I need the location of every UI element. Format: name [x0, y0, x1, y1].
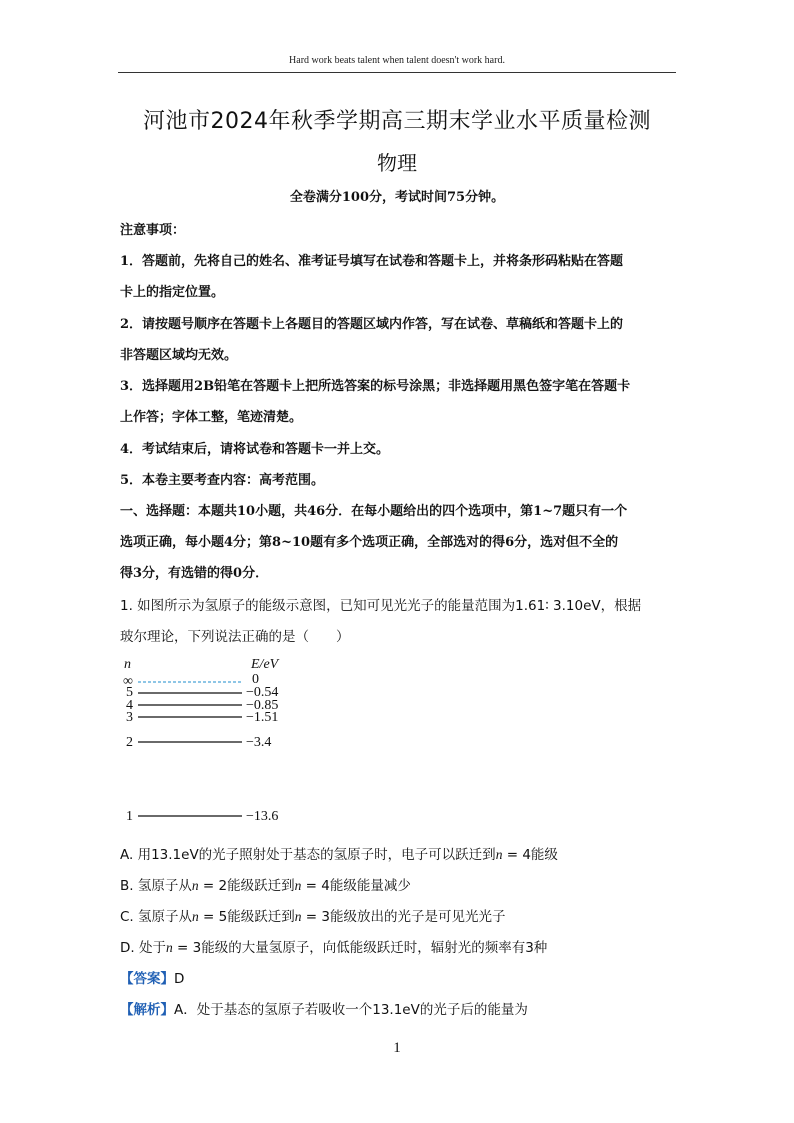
- option-text: = 5能级跃迁到: [198, 909, 295, 925]
- option-text: = 4能级: [502, 847, 558, 863]
- exam-title: 河池市2024年秋季学期高三期末学业水平质量检测: [143, 109, 651, 134]
- notice-line: 3．选择题用2B铅笔在答题卡上把所选答案的标号涂黑；非选择题用黑色签字笔在答题卡: [120, 379, 631, 394]
- analysis-label: 【解析】: [120, 1002, 174, 1018]
- level-energy-label: −3.4: [246, 735, 272, 750]
- option-text: = 3能级放出的光子是可见光光子: [301, 909, 506, 925]
- question-stem: 玻尔理论，下列说法正确的是（ ）: [120, 629, 350, 645]
- subject-title: 物理: [377, 151, 417, 175]
- level-energy-label: 0: [252, 672, 259, 687]
- notice-line: 卡上的指定位置。: [120, 285, 225, 300]
- math-variable: n: [191, 878, 199, 893]
- level-energy-label: −13.6: [246, 809, 279, 824]
- level-n-label: ∞: [123, 674, 133, 689]
- page-header: Hard work beats talent when talent doesn't work hard.: [289, 55, 505, 66]
- question-stem: 1. 如图所示为氢原子的能级示意图，已知可见光光子的能量范围为1.61∶ 3.10eV，根据: [120, 598, 642, 614]
- option-text: D. 处于: [120, 940, 166, 956]
- notice-line: 2．请按题号顺序在答题卡上各题目的答题区域内作答，写在试卷、草稿纸和答题卡上的: [120, 317, 624, 332]
- header-divider: [118, 72, 676, 73]
- notice-line: 4．考试结束后，请将试卷和答题卡一并上交。: [120, 442, 390, 457]
- answer-line: [120, 967, 184, 987]
- notice-heading: 注意事项：: [120, 223, 186, 238]
- level-n-label: 5: [126, 685, 133, 700]
- option-d: [120, 936, 547, 956]
- math-variable: n: [165, 940, 173, 955]
- math-variable: n: [495, 847, 503, 862]
- notice-line: 5．本卷主要考查内容：高考范围。: [120, 473, 325, 488]
- notice-line: 上作答；字体工整，笔迹清楚。: [120, 410, 303, 425]
- option-text: A. 用13.1eV的光子照射处于基态的氢原子时，电子可以跃迁到: [120, 847, 496, 863]
- level-n-label: 1: [126, 809, 133, 824]
- analysis-text: A．处于基态的氢原子若吸收一个13.1eV的光子后的能量为: [174, 1002, 528, 1018]
- analysis-line: [120, 998, 528, 1018]
- level-energy-label: −0.54: [246, 685, 279, 700]
- option-a: [120, 843, 558, 863]
- math-variable: n: [294, 878, 302, 893]
- option-text: C. 氢原子从: [120, 909, 193, 925]
- section-instructions: 一、选择题：本题共10小题，共46分．在每小题给出的四个选项中，第1~7题只有一个: [120, 504, 628, 519]
- answer-value: D: [174, 971, 185, 987]
- exam-info: 全卷满分100分，考试时间75分钟。: [289, 190, 505, 205]
- page-number: 1: [393, 1040, 401, 1056]
- notice-line: 1．答题前，先将自己的姓名、准考证号填写在试卷和答题卡上，并将条形码粘贴在答题: [120, 254, 624, 269]
- option-b: [120, 874, 411, 894]
- level-n-label: 3: [126, 710, 133, 725]
- n-axis-label: n: [124, 657, 131, 672]
- energy-level-diagram: [118, 652, 318, 832]
- notice-line: 非答题区域均无效。: [120, 348, 238, 363]
- level-n-label: 2: [126, 735, 133, 750]
- section-instructions: 得3分，有选错的得0分．: [120, 566, 269, 581]
- level-n-label: 4: [126, 698, 133, 713]
- option-c: [120, 905, 505, 925]
- energy-axis-label: E/eV: [251, 657, 279, 672]
- answer-label: 【答案】: [120, 971, 174, 987]
- option-text: = 2能级跃迁到: [198, 878, 295, 894]
- option-text: = 4能级能量减少: [301, 878, 411, 894]
- level-energy-label: −1.51: [246, 710, 279, 725]
- level-energy-label: −0.85: [246, 698, 279, 713]
- section-instructions: 选项正确，每小题4分；第8~10题有多个选项正确，全部选对的得6分，选对但不全的: [120, 535, 619, 550]
- option-text: = 3能级的大量氢原子，向低能级跃迁时，辐射光的频率有3种: [172, 940, 548, 956]
- math-variable: n: [294, 909, 302, 924]
- math-variable: n: [192, 909, 199, 924]
- option-text: B. 氢原子从: [120, 878, 192, 894]
